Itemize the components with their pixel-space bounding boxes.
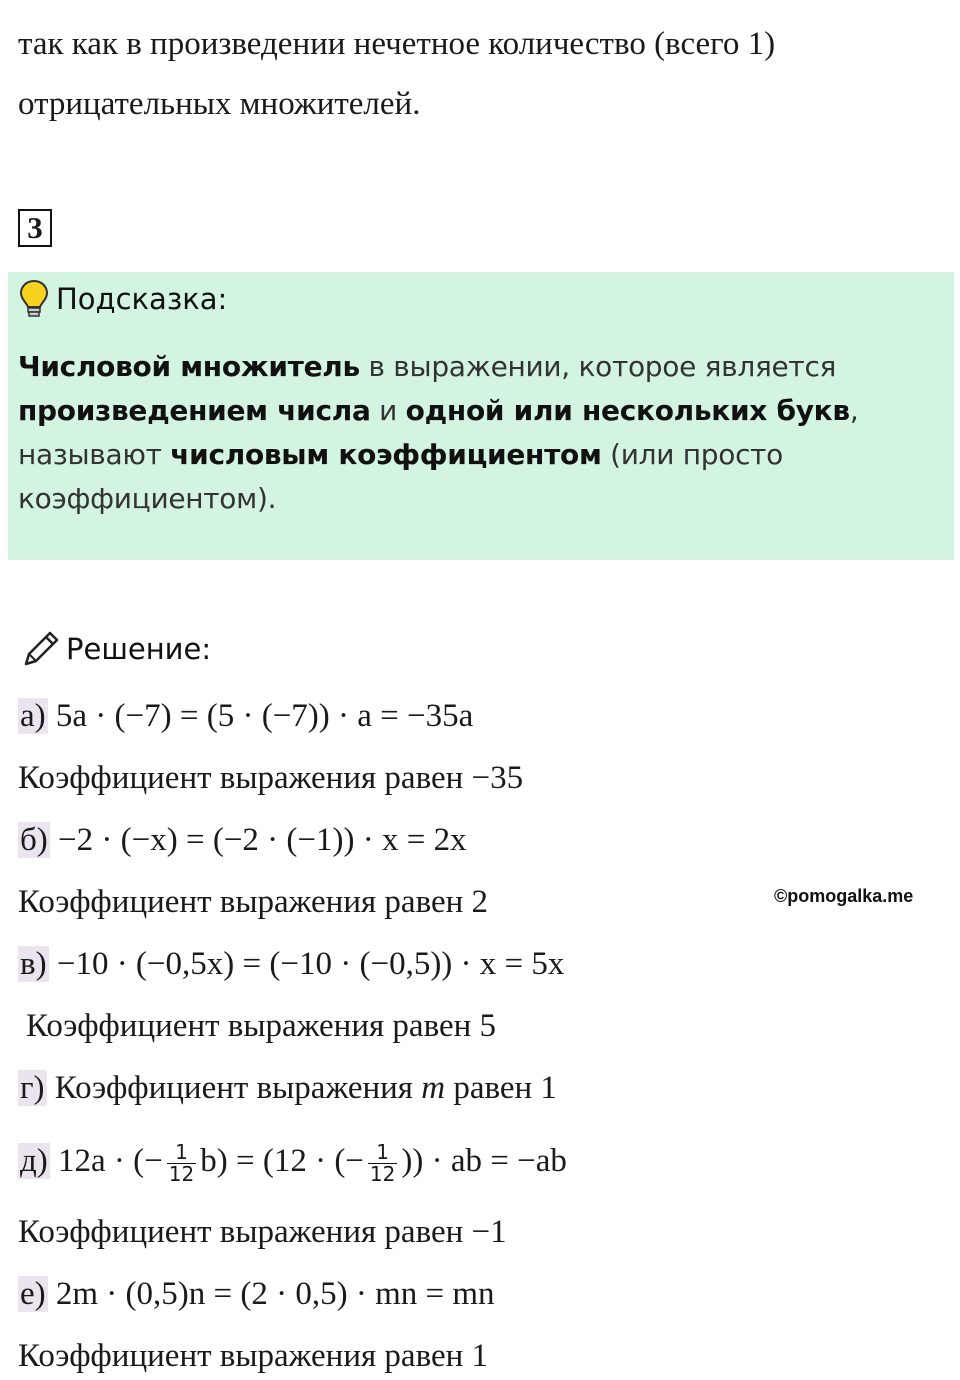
item-g: г) Коэффициент выражения m равен 1 [20, 1070, 557, 1106]
pencil-icon [20, 628, 62, 670]
variable-m: m [421, 1070, 446, 1106]
item-d-coef: Коэффициент выражения равен −1 [18, 1214, 507, 1250]
fraction-2: $\frac{1}{12}$ [369, 1139, 396, 1186]
task-number: 3 [18, 209, 52, 247]
term-coefficient: числовым коэффициентом [170, 438, 602, 471]
hint-title: Подсказка: [56, 282, 228, 316]
item-a [18, 700, 473, 733]
item-e-coef: Коэффициент выражения равен 1 [18, 1338, 489, 1374]
term-letters: одной или нескольких букв [405, 394, 850, 427]
item-v-label: в) [20, 946, 47, 982]
item-v-coef: Коэффициент выражения равен 5 [26, 1008, 497, 1044]
intro-line-1: так как в произведении нечетное количество (всего 1) [18, 26, 776, 62]
hint-line-2: произведением числа и одной или нескольких букв, [18, 394, 859, 427]
item-a-label: а) [20, 698, 46, 734]
fraction-1: $\frac{1}{12}$ [168, 1139, 195, 1186]
item-v-expr: −10 · (−0,5x) = (−10 · (−0,5)) · x = 5x [48, 946, 565, 982]
item-g-label: г) [20, 1070, 45, 1106]
item-d: д) 12a · (− $\frac{1}{12}$ b) = (12 · (− $\frac{1}{12}$ )) · ab = −ab [20, 1139, 567, 1186]
term-numeric-factor: Числовой множитель [18, 350, 360, 383]
hint-line-4: коэффициентом). [18, 482, 277, 515]
item-b-coef: Коэффициент выражения равен 2 [18, 884, 489, 920]
item-e [18, 1278, 495, 1311]
item-b [18, 824, 467, 857]
item-b-label: б) [20, 822, 48, 858]
item-d-label: д) [20, 1143, 48, 1179]
intro-line-2: отрицательных множителей. [18, 86, 421, 122]
item-a-expr: 5a · (−7) = (5 · (−7)) · a = −35a [47, 698, 474, 734]
solution-title: Решение: [66, 632, 212, 666]
item-e-label: е) [20, 1276, 46, 1312]
item-v [18, 948, 564, 981]
item-e-expr: 2m · (0,5)n = (2 · 0,5) · mn = mn [47, 1276, 495, 1312]
item-b-expr: −2 · (−x) = (−2 · (−1)) · x = 2x [49, 822, 467, 858]
hint-line-3: называют числовым коэффициентом (или просто [18, 438, 784, 471]
watermark: ©pomogalka.me [774, 886, 914, 906]
term-product: произведением числа [18, 394, 371, 427]
lightbulb-icon [18, 278, 50, 320]
item-a-coef: Коэффициент выражения равен −35 [18, 760, 524, 796]
hint-line-1: Числовой множитель в выражении, которое является [18, 350, 837, 383]
